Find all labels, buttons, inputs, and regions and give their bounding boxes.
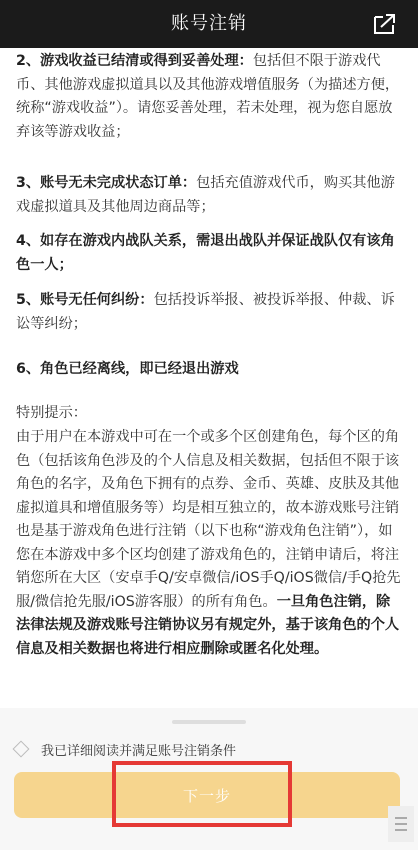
special-notice-emphasis: 一旦角色注销，除法律法规及游戏账号注销协议另有规定外，基于该角色的个人信息及相关数据也将进行相应删除或匿名化处理。 [16,593,400,657]
condition-5 [16,289,404,336]
agree-checkbox[interactable] [13,741,30,758]
condition-2-heading: 2、游戏收益已结清或得到妥善处理： [16,53,253,69]
share-out-icon[interactable] [372,12,398,36]
next-step-label: 下一步 [182,786,231,805]
condition-5-text: 包括投诉举报、被投诉举报、仲裁、诉讼等纠纷； [16,292,395,332]
condition-2 [16,50,404,144]
condition-3-text: 包括充值游戏代币，购买其他游戏虚拟道具及其他周边商品等； [16,175,395,215]
special-notice-text: 由于用户在本游戏中可在一个或多个区创建角色，每个区的角色（包括该角色涉及的个人信息及相关数据，包括但不限于该角色的名字，及角色下拥有的点券、金币、英雄、皮肤及其他虚拟道具和增值服务等）均是相互独立的，故本游戏账号注销也是基于游戏角色进行注销（以下也称“游戏角色注销”），如您在本游戏中多个区均创建了游戏角色的，注销申请后，将注销您所在大区（安卓手Q/安卓微信/iOS手Q/iOS微信/手Q抢先服/微信抢先服/iOS游客服）的所有角色。 [16,429,401,610]
agree-checkbox-row[interactable] [12,738,236,760]
condition-6-heading: 6、角色已经离线，即已经退出游戏 [16,361,239,377]
title-bar [0,0,418,48]
condition-3-heading: 3、账号无未完成状态订单： [16,175,197,191]
special-notice-title: 特别提示： [16,405,87,421]
drag-handle[interactable] [172,720,246,724]
condition-2-text: 包括但不限于游戏代币、其他游戏虚拟道具以及其他游戏增值服务（为描述方便，统称“游戏收益”）。请您妥善处理，若未处理，视为您自愿放弃该等游戏收益； [16,53,400,140]
highlight-box [112,761,292,827]
condition-4-heading: 4、如存在游戏内战队关系，需退出战队并保证战队仅有该角色一人； [16,233,395,273]
condition-3 [16,172,404,219]
special-notice [16,426,404,661]
condition-6 [16,358,404,382]
agree-label: 我已详细阅读并满足账号注销条件 [41,743,237,759]
page-title: 账号注销 [171,13,247,34]
condition-5-heading: 5、账号无任何纠纷： [16,292,154,308]
menu-lines-icon[interactable] [388,806,414,842]
terms-content[interactable] [0,48,418,708]
condition-4 [16,230,404,277]
